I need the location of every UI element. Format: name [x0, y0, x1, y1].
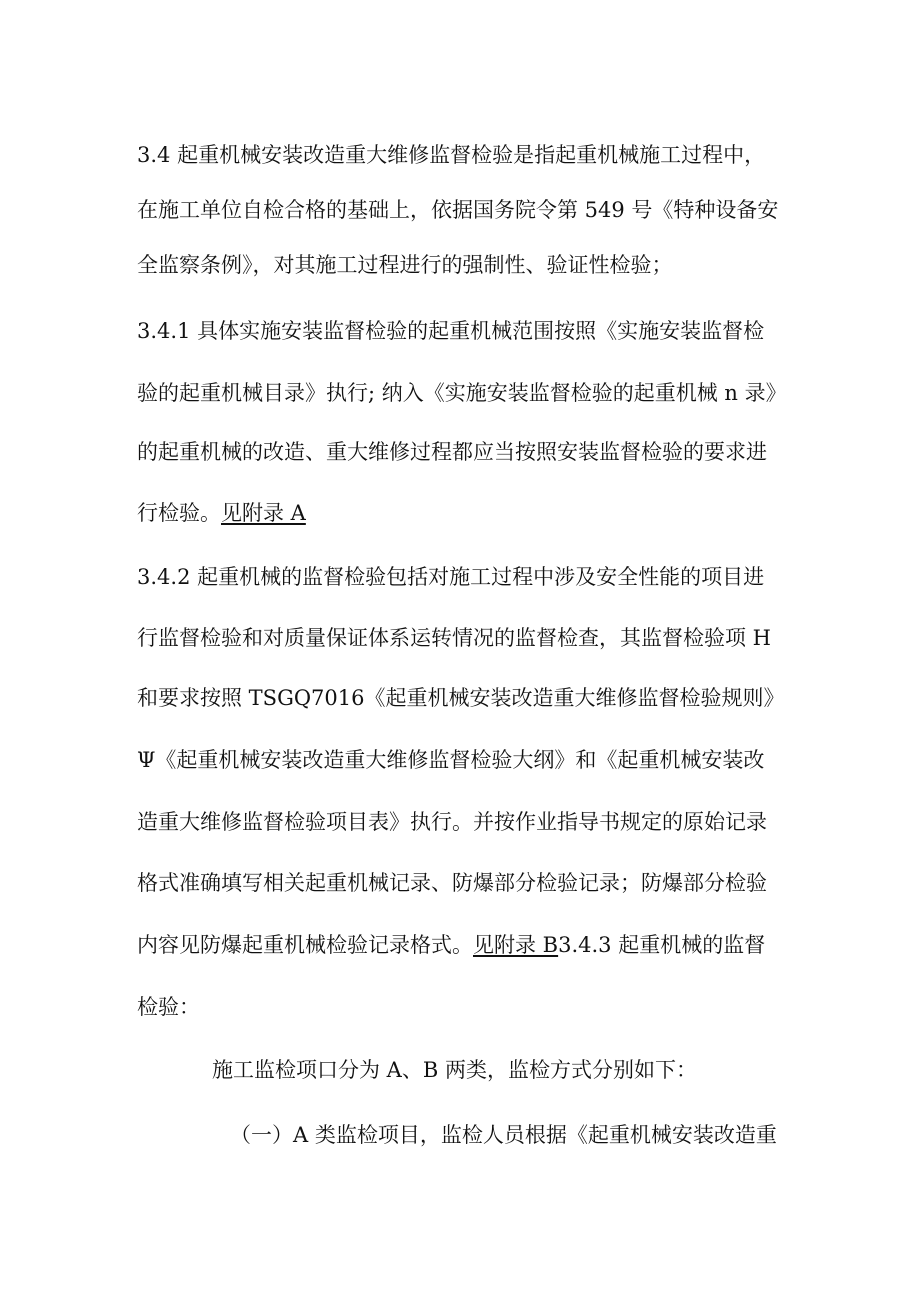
appendix-a-link[interactable]: 见附录 A	[221, 501, 306, 525]
text-line: 行检验。见附录 A	[137, 501, 306, 525]
text-line: 全监察条例》，对其施工过程进行的强制性、验证性检验；	[137, 253, 673, 277]
text-line: 3.4.2 起重机械的监督检验包括对施工过程中涉及安全性能的项目进	[137, 565, 765, 589]
text-line: 检验：	[137, 995, 200, 1019]
text-line: 3.4 起重机械安装改造重大维修监督检验是指起重机械施工过程中，	[137, 143, 766, 167]
text-line: 格式准确填写相关起重机械记录、防爆部分检验记录；防爆部分检验	[137, 871, 767, 895]
text-line: 造重大维修监督检验项目表》执行。并按作业指导书规定的原始记录	[137, 810, 767, 834]
text-line: 3.4.1 具体实施安装监督检验的起重机械范围按照《实施安装监督检	[137, 319, 765, 343]
text-line: 在施工单位自检合格的基础上，依据国务院令第 549 号《特种设备安	[137, 198, 779, 222]
text-line: Ψ《起重机械安装改造重大维修监督检验大纲》和《起重机械安装改	[137, 748, 765, 772]
text-line: （一）A 类监检项目，监检人员根据《起重机械安装改造重	[230, 1123, 777, 1147]
text-line: 行监督检验和对质量保证体系运转情况的监督检查，其监督检验项 H	[137, 626, 771, 650]
text-line: 内容见防爆起重机械检验记录格式。见附录 B3.4.3 起重机械的监督	[137, 933, 766, 957]
appendix-b-link[interactable]: 见附录 B	[473, 933, 559, 957]
text-line: 的起重机械的改造、重大维修过程都应当按照安装监督检验的要求进	[137, 440, 767, 464]
text-line: 和要求按照 TSGQ7016《起重机械安装改造重大维修监督检验规则》	[137, 686, 785, 710]
text-line: 验的起重机械目录》执行; 纳入《实施安装监督检验的起重机械 n 录》	[137, 381, 787, 405]
text-line: 施工监检项口分为 A、B 两类，监检方式分别如下：	[212, 1058, 697, 1082]
